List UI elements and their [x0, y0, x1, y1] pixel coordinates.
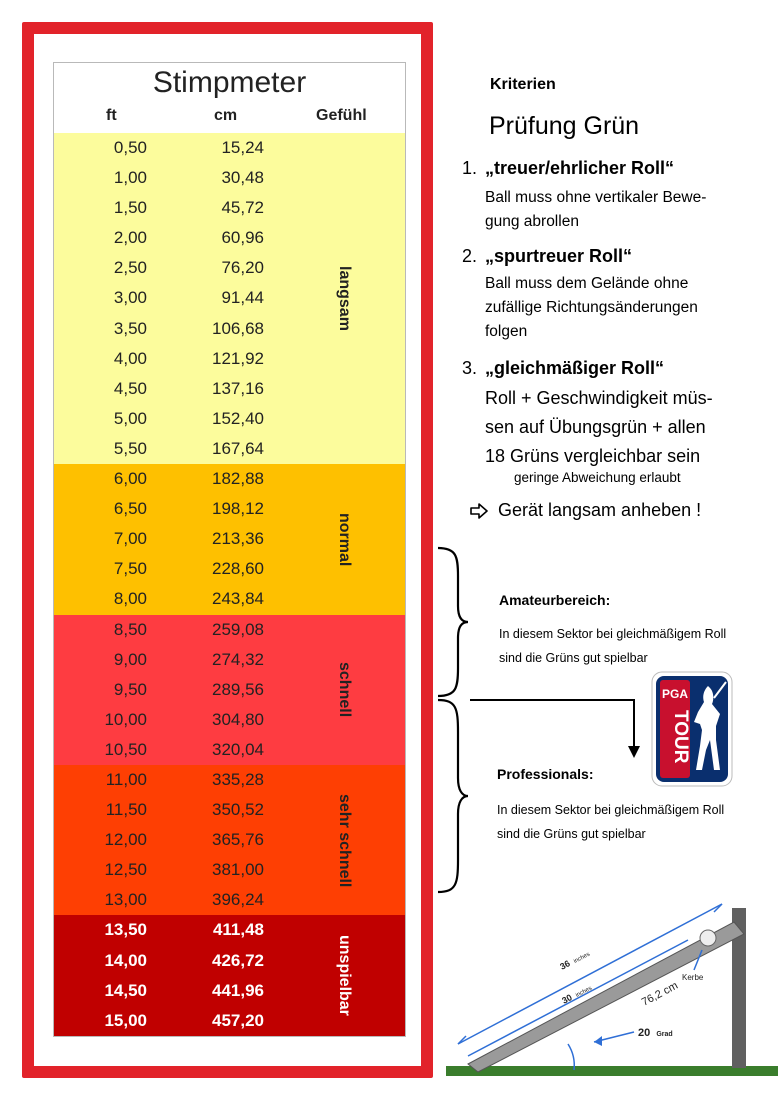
cm-value: 396,24 [212, 890, 264, 910]
cm-value: 426,72 [212, 950, 264, 970]
ft-value: 13,50 [104, 920, 147, 940]
table-header [54, 103, 405, 133]
cm-value: 259,08 [212, 619, 264, 639]
amateur-title: Amateurbereich: [499, 592, 611, 608]
ft-value: 0,50 [113, 138, 147, 157]
feel-label [314, 133, 374, 464]
ft-value: 11,00 [105, 769, 147, 789]
ft-value: 13,00 [104, 890, 147, 910]
item-3-text [485, 384, 713, 471]
cm-value: 243,84 [212, 589, 264, 609]
col-cm: cm [214, 107, 238, 124]
len30: 30 [560, 992, 574, 1006]
pro-line-1: In diesem Sektor bei gleichmäßigem Roll [497, 803, 725, 817]
item-2-line-1: Ball muss dem Gelände ohne [485, 275, 689, 292]
cm-value: 350,52 [212, 800, 264, 820]
connector-arrow-icon [468, 694, 648, 760]
ft-value: 12,50 [104, 860, 147, 880]
section-langsam [54, 133, 405, 464]
item-1-head: „treuer/ehrlicher Roll“ [485, 158, 675, 178]
item-2-num: 2. [462, 246, 478, 266]
cm-value: 335,28 [212, 769, 264, 789]
amateur-line-2: sind die Grüns gut spielbar [499, 651, 648, 665]
ft-value: 7,00 [113, 529, 147, 549]
feel-label [314, 915, 374, 1035]
cm-value: 457,20 [212, 1010, 264, 1030]
ft-value: 7,50 [113, 559, 147, 579]
cm-value: 60,96 [221, 228, 264, 248]
stimpmeter-table [53, 62, 406, 1037]
item-3-line-2: sen auf Übungsgrün + allen [485, 417, 706, 437]
len30-unit: inches [574, 985, 594, 999]
hint-text: Gerät langsam anheben ! [498, 500, 702, 520]
hint [470, 500, 701, 521]
criteria-title: Prüfung Grün [489, 112, 640, 140]
feel-label [314, 615, 374, 765]
ft-value: 4,00 [113, 348, 147, 368]
pro-text [497, 798, 724, 846]
amateur-text [499, 622, 726, 670]
ft-value: 5,00 [113, 408, 147, 428]
item-2-line-3: folgen [485, 323, 528, 340]
table-title: Stimpmeter [152, 66, 307, 99]
cm-value: 91,44 [221, 288, 264, 308]
cm-value: 381,00 [212, 860, 264, 880]
amateur-line-1: In diesem Sektor bei gleichmäßigem Roll [499, 627, 727, 641]
item-1-line-1: Ball muss ohne vertikaler Bewe- [485, 189, 707, 206]
angle-unit: Grad [656, 1031, 673, 1038]
pga-tour-logo [650, 670, 734, 788]
feel-label-text: schnell [336, 662, 353, 718]
pro-line-2: sind die Grüns gut spielbar [497, 827, 646, 841]
ft-value: 10,00 [104, 709, 147, 729]
cm-value: 15,24 [221, 138, 264, 157]
item-1-num: 1. [462, 158, 478, 178]
item-3-head: „gleichmäßiger Roll“ [485, 358, 665, 378]
cm-value: 152,40 [212, 408, 264, 428]
cm-value: 320,04 [212, 739, 264, 759]
cm-value: 365,76 [212, 830, 264, 850]
ft-value: 15,00 [104, 1010, 147, 1030]
cm-value: 76,20 [221, 258, 264, 278]
item-1-text [485, 186, 706, 234]
ft-value: 9,50 [113, 679, 147, 699]
cm-value: 198,12 [212, 499, 264, 519]
ft-value: 2,00 [113, 228, 147, 248]
golf-ball-icon [700, 930, 716, 946]
cm-value: 182,88 [212, 469, 264, 489]
svg-text:20 Grad [638, 1027, 673, 1039]
ft-value: 6,00 [113, 469, 147, 489]
item-2-head: „spurtreuer Roll“ [485, 246, 633, 266]
cm-value: 30,48 [221, 168, 264, 188]
feel-label-text: normal [336, 512, 353, 566]
stimpmeter-diagram [444, 888, 778, 1080]
ft-value: 4,50 [113, 378, 147, 398]
ft-value: 2,50 [113, 258, 147, 278]
len36: 36 [558, 958, 572, 972]
col-feel: Gefühl [316, 107, 367, 124]
pro-title: Professionals: [497, 766, 594, 782]
feel-label-text: langsam [336, 266, 353, 331]
item-1-line-2: gung abrollen [485, 213, 579, 230]
cm-value: 441,96 [212, 980, 264, 1000]
item-3-note: geringe Abweichung erlaubt [514, 470, 681, 485]
criteria-heading: Kriterien [490, 76, 556, 93]
ft-value: 14,00 [104, 950, 147, 970]
ft-value: 11,50 [105, 800, 147, 820]
ft-value: 5,50 [113, 438, 147, 458]
ft-value: 6,50 [113, 499, 147, 519]
grass [446, 1066, 778, 1076]
ft-value: 3,00 [113, 288, 147, 308]
feel-label [314, 464, 374, 614]
section-normal [54, 464, 405, 614]
tour-text: TOUR [670, 710, 691, 764]
ft-value: 14,50 [104, 980, 147, 1000]
feel-label-text: unspielbar [336, 935, 353, 1017]
cm-value: 304,80 [212, 709, 264, 729]
section-unspielbar [54, 915, 405, 1035]
ft-value: 12,00 [104, 830, 147, 850]
angle-value: 20 [638, 1027, 651, 1039]
ft-value: 9,00 [113, 649, 147, 669]
cm-value: 411,48 [212, 920, 264, 940]
cm-value: 167,64 [212, 438, 264, 458]
cm-value: 45,72 [221, 198, 264, 218]
cm-value: 228,60 [212, 559, 264, 579]
cm-value: 213,36 [212, 529, 264, 549]
feel-label-text: sehr schnell [336, 793, 353, 887]
item-3-line-3: 18 Grüns vergleichbar sein [485, 446, 701, 466]
arrow-right-icon [470, 503, 488, 519]
pga-text: PGA [661, 687, 689, 701]
ft-value: 3,50 [113, 318, 147, 338]
cm-value: 137,16 [212, 378, 264, 398]
brace-pro-icon [436, 698, 470, 894]
ft-value: 1,50 [113, 198, 147, 218]
col-ft: ft [106, 107, 117, 124]
cm-value: 289,56 [212, 679, 264, 699]
cm-value: 274,32 [212, 649, 264, 669]
cm-value: 121,92 [212, 348, 264, 368]
section-sehr-schnell [54, 765, 405, 915]
feel-label [314, 765, 374, 915]
ft-value: 1,00 [113, 168, 147, 188]
item-2-text [485, 272, 698, 344]
svg-text:36 inches [558, 948, 591, 972]
item-3-num: 3. [462, 358, 478, 378]
section-schnell [54, 615, 405, 765]
ft-value: 8,50 [113, 619, 147, 639]
table-body [54, 133, 405, 1036]
ft-value: 10,50 [104, 739, 147, 759]
cm-label: 76,2 cm [639, 979, 680, 1009]
item-2-line-2: zufällige Richtungsänderungen [485, 299, 698, 316]
item-3-line-1: Roll + Geschwindigkeit müs- [485, 388, 713, 408]
len36-unit: inches [572, 951, 592, 965]
kerbe-label: Kerbe [682, 973, 704, 982]
ft-value: 8,00 [113, 589, 147, 609]
brace-amateur-icon [436, 546, 470, 698]
cm-value: 106,68 [212, 318, 264, 338]
